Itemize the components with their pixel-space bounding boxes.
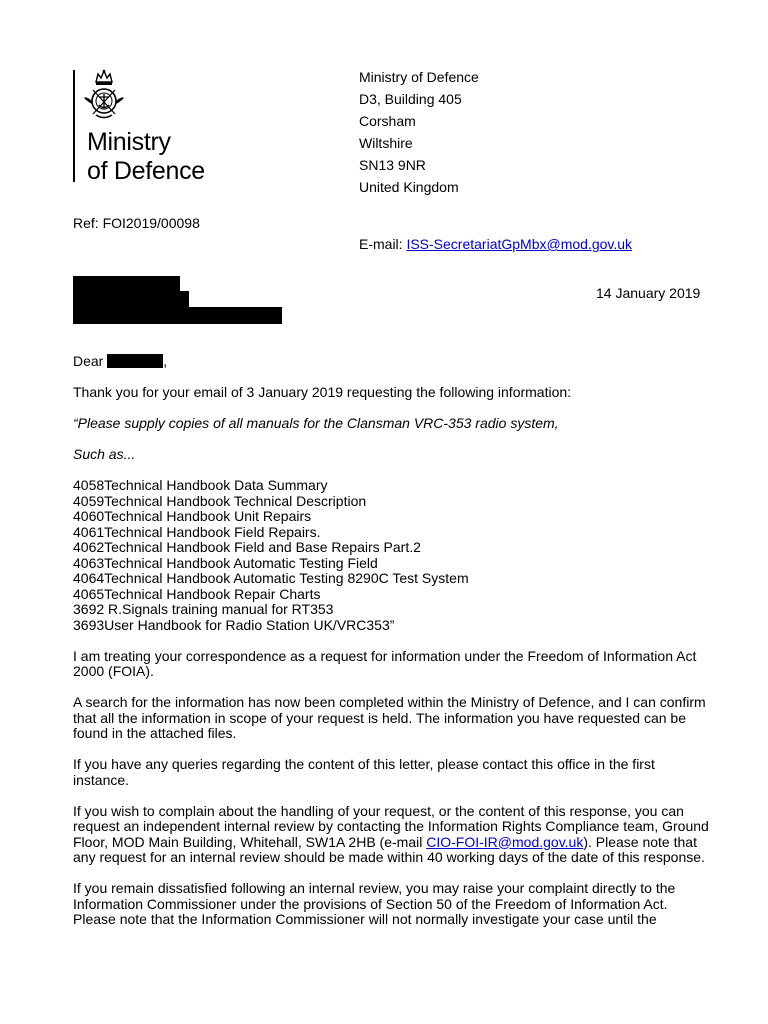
sender-address-block	[359, 66, 479, 198]
redacted-recipient-line	[73, 291, 189, 308]
paragraph-request-ack: Thank you for your email of 3 January 2019 requesting the following information:	[73, 384, 572, 400]
redacted-recipient-name	[107, 354, 163, 368]
list-item: 3693User Handbook for Radio Station UK/VRC353”	[73, 616, 395, 633]
paragraph-foia: I am treating your correspondence as a request for information under the Freedom of Information Act 2000 (FOIA).	[73, 647, 697, 679]
email-label: E-mail:	[359, 236, 407, 252]
address-line: Ministry of Defence	[359, 69, 479, 85]
address-line: D3, Building 405	[359, 91, 462, 107]
email-line	[359, 236, 632, 252]
list-item: 4063Technical Handbook Automatic Testing Field	[73, 554, 378, 571]
logo-line-ministry: Ministry	[87, 128, 171, 156]
review-text-after: ). Please note that any request for an internal review should be made within 40 working days of the date of this response.	[73, 833, 705, 865]
address-line: United Kingdom	[359, 179, 459, 195]
paragraph-search-result: A search for the information has now been completed within the Ministry of Defence, and I can confirm that all the information in scope of your request is held. The information you have requested can be found in the attached files.	[73, 694, 706, 741]
reference-number: Ref: FOI2019/00098	[73, 215, 200, 231]
list-item: 4058Technical Handbook Data Summary	[73, 477, 328, 493]
list-item: 4059Technical Handbook Technical Description	[73, 492, 367, 509]
paragraph-internal-review	[73, 804, 713, 866]
review-email-link[interactable]: CIO-FOI-IR@mod.gov.uk	[426, 833, 584, 850]
letter-date: 14 January 2019	[596, 285, 701, 301]
review-text-before: If you wish to complain about the handling of your request, or the content of this response, you can request an independent internal review by contacting the Information Rights Compliance team, Ground Floor, MOD Main Building, Whitehall, SW1A 2HB (e-mail	[73, 802, 709, 850]
quoted-request-line: “Please supply copies of all manuals for the Clansman VRC-353 radio system,	[73, 415, 559, 431]
redacted-recipient-line	[73, 276, 180, 292]
list-item: 4060Technical Handbook Unit Repairs	[73, 508, 312, 524]
quoted-request-line: Such as...	[73, 446, 136, 462]
list-item: 3692 R.Signals training manual for RT353	[73, 601, 334, 617]
paragraph-commissioner: If you remain dissatisfied following an internal review, you may raise your complaint directly to the Information Commissioner under the provisions of Section 50 of the Freedom of Information Act. Please note that the Information Commissioner will not normally investigate your case until the	[73, 880, 676, 927]
ministry-of-defence-logo-text	[87, 128, 205, 186]
address-line: Wiltshire	[359, 135, 413, 151]
email-link[interactable]: ISS-SecretariatGpMbx@mod.gov.uk	[406, 236, 633, 252]
paragraph-queries: If you have any queries regarding the content of this letter, please contact this office in the first instance.	[73, 756, 655, 788]
logo-divider-rule	[73, 70, 75, 182]
letter-body	[73, 354, 713, 943]
address-line: Corsham	[359, 113, 416, 129]
greeting	[73, 354, 713, 370]
greeting-suffix: ,	[163, 353, 168, 369]
list-item: 4061Technical Handbook Field Repairs.	[73, 523, 321, 540]
list-item: 4062Technical Handbook Field and Base Repairs Part.2	[73, 539, 421, 555]
logo-line-of-defence: of Defence	[87, 157, 205, 185]
redacted-recipient-line	[73, 307, 282, 324]
list-item: 4065Technical Handbook Repair Charts	[73, 585, 321, 602]
royal-crest-icon	[84, 68, 124, 126]
address-line: SN13 9NR	[359, 157, 426, 173]
list-item: 4064Technical Handbook Automatic Testing 8290C Test System	[73, 570, 469, 586]
greeting-prefix: Dear	[73, 353, 104, 369]
